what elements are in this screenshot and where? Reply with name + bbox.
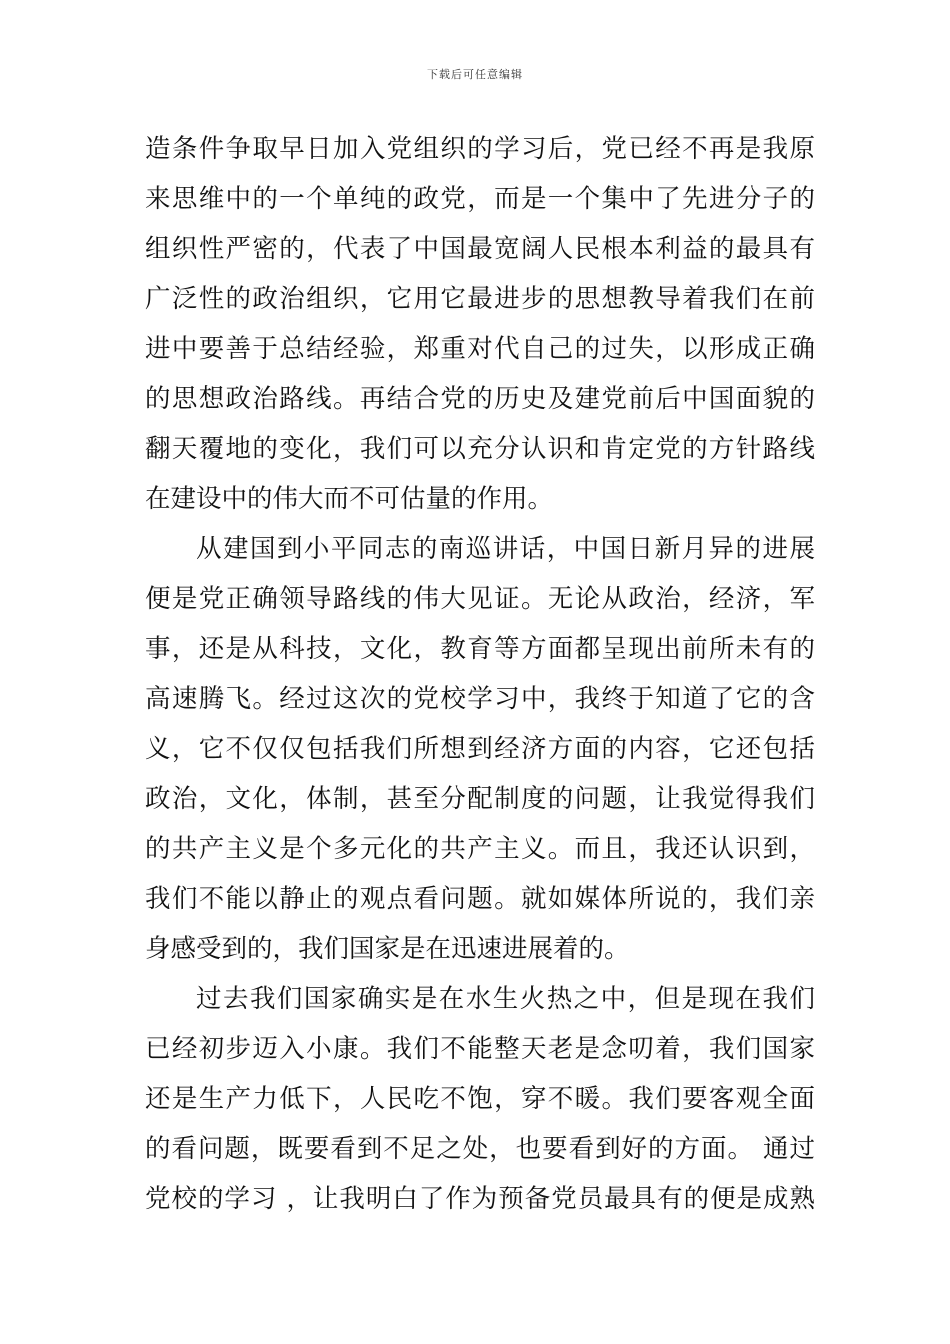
text-line: 进中要善于总结经验，郑重对代自己的过失，以形成正确 bbox=[145, 334, 815, 364]
text-line: 组织性严密的，代表了中国最宽阔人民根本利益的最具有 bbox=[145, 234, 815, 264]
text-line: 我们不能以静止的观点看问题。就如媒体所说的，我们亲 bbox=[145, 884, 815, 914]
text-line: 高速腾飞。经过这次的党校学习中，我终于知道了它的含 bbox=[145, 684, 815, 714]
paragraph-start-line: 过去我们国家确实是在水生火热之中，但是现在我们 bbox=[196, 984, 815, 1014]
text-line: 事，还是从科技，文化，教育等方面都呈现出前所未有的 bbox=[145, 634, 815, 664]
body-text bbox=[145, 124, 815, 1224]
text-line: 的共产主义是个多元化的共产主义。而且，我还认识到， bbox=[145, 834, 815, 864]
text-line: 还是生产力低下，人民吃不饱，穿不暖。我们要客观全面 bbox=[145, 1084, 815, 1114]
text-line: 便是党正确领导路线的伟大见证。无论从政治，经济，军 bbox=[145, 584, 815, 614]
text-line: 来思维中的一个单纯的政党，而是一个集中了先进分子的 bbox=[145, 184, 815, 214]
text-line: 政治，文化，体制，甚至分配制度的问题，让我觉得我们 bbox=[145, 784, 815, 814]
text-line: 造条件争取早日加入党组织的学习后，党已经不再是我原 bbox=[145, 134, 815, 164]
text-line: 身感受到的，我们国家是在迅速进展着的。 bbox=[145, 934, 630, 964]
text-line: 已经初步迈入小康。我们不能整天老是念叨着，我们国家 bbox=[145, 1034, 815, 1064]
text-line: 义，它不仅仅包括我们所想到经济方面的内容，它还包括 bbox=[145, 734, 815, 764]
text-line: 党校的学习 ，让我明白了作为预备党员最具有的便是成熟 bbox=[145, 1184, 815, 1214]
text-line: 的思想政治路线。再结合党的历史及建党前后中国面貌的 bbox=[145, 384, 815, 414]
text-line: 广泛性的政治组织，它用它最进步的思想教导着我们在前 bbox=[145, 284, 815, 314]
text-line: 在建设中的伟大而不可估量的作用。 bbox=[145, 484, 554, 514]
text-line: 翻天覆地的变化，我们可以充分认识和肯定党的方针路线 bbox=[145, 434, 815, 464]
page-header: 下载后可任意编辑 bbox=[427, 68, 523, 81]
text-line: 的看问题，既要看到不足之处，也要看到好的方面。 通过 bbox=[145, 1134, 815, 1164]
paragraph-start-line: 从建国到小平同志的南巡讲话，中国日新月异的进展 bbox=[196, 534, 815, 564]
